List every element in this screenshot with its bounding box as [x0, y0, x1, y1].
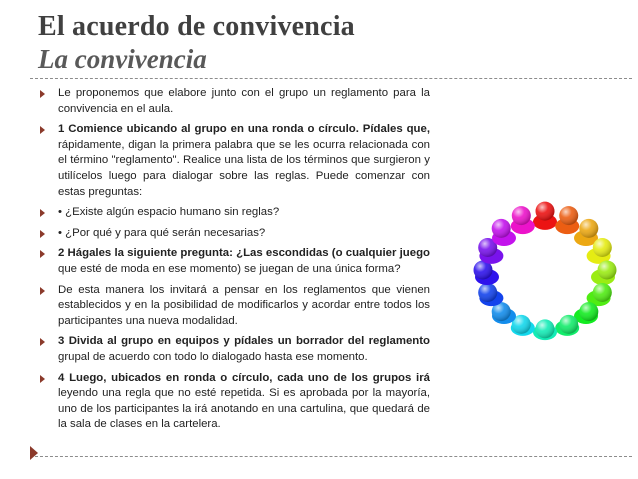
footer-divider [30, 456, 632, 457]
bullet-text: • ¿Existe algún espacio humano sin reglas? [58, 206, 280, 219]
figure-highlight [536, 202, 555, 221]
triangle-right-icon [40, 250, 45, 258]
bullet-item [38, 371, 430, 433]
bullet-text: leyendo una regla que no esté repetida. Si es aprobada por la mayoría, uno de los participantes la irá anotando en una cartulina, que quedará de la sala de clases en la cartelera. [58, 387, 430, 431]
triangle-right-icon [40, 230, 45, 238]
bullet-item [38, 226, 430, 242]
slide-subtitle: La convivencia [38, 44, 207, 74]
bullet-bold-text: 2 Hágales la siguiente pregunta: ¿Las escondidas (o cualquier juego [58, 247, 430, 260]
triangle-right-icon [40, 338, 45, 346]
slide-title: El acuerdo de convivencia [38, 11, 355, 42]
bullet-item [38, 205, 430, 221]
figure-highlight [478, 283, 497, 302]
bullet-item [38, 246, 430, 277]
bullet-item [38, 334, 430, 365]
figure-highlight [579, 219, 598, 238]
bullet-text: rápidamente, digan la primera palabra que se les ocurra relacionada con el término "reglamento". Realice una lista de los términos que surgieron y utilícelos luego para dialogar sobre las reglas. Puede comenzar con estas preguntas: [58, 138, 430, 198]
figure-highlight [579, 302, 598, 321]
bullet-bold-text: 3 Divida al grupo en equipos y pídales un borrador del reglamento [58, 335, 430, 348]
figure-highlight [598, 261, 617, 280]
bullet-text: que esté de moda en ese momento) se juegan de una única forma? [58, 262, 401, 275]
triangle-right-icon [40, 90, 45, 98]
people-ring-image [452, 178, 638, 362]
title-divider [30, 78, 632, 79]
ring-figures [474, 202, 617, 341]
figure-highlight [536, 319, 555, 338]
figure-highlight [492, 219, 511, 238]
bullet-text: grupal de acuerdo con todo lo dialogado hasta ese momento. [58, 350, 368, 363]
figure-highlight [559, 206, 578, 225]
bullet-list [38, 86, 430, 438]
play-triangle-icon [30, 446, 38, 460]
bullet-bold-text: 4 Luego, ubicados en ronda o círculo, cada uno de los grupos irá [58, 371, 430, 384]
triangle-right-icon [40, 209, 45, 217]
bullet-text: Le proponemos que elabore junto con el grupo un reglamento para la convivencia en el aula. [58, 87, 430, 115]
bullet-text: De esta manera los invitará a pensar en los reglamentos que vienen establecidos y en la posibilidad de modificarlos y acordar entre todos los participantes una nueva modalidad. [58, 283, 430, 327]
triangle-right-icon [40, 287, 45, 295]
figure-highlight [512, 206, 531, 225]
bullet-text: • ¿Por qué y para qué serán necesarias? [58, 226, 266, 239]
bullet-item [38, 283, 430, 330]
triangle-right-icon [40, 375, 45, 383]
figure-highlight [593, 238, 612, 257]
figure-highlight [559, 315, 578, 334]
bullet-bold-text: 1 Comience ubicando al grupo en una ronda o círculo. Pídales que, [58, 123, 430, 136]
figure-highlight [593, 283, 612, 302]
bullet-item [38, 86, 430, 117]
bullet-item [38, 122, 430, 200]
triangle-right-icon [40, 126, 45, 134]
